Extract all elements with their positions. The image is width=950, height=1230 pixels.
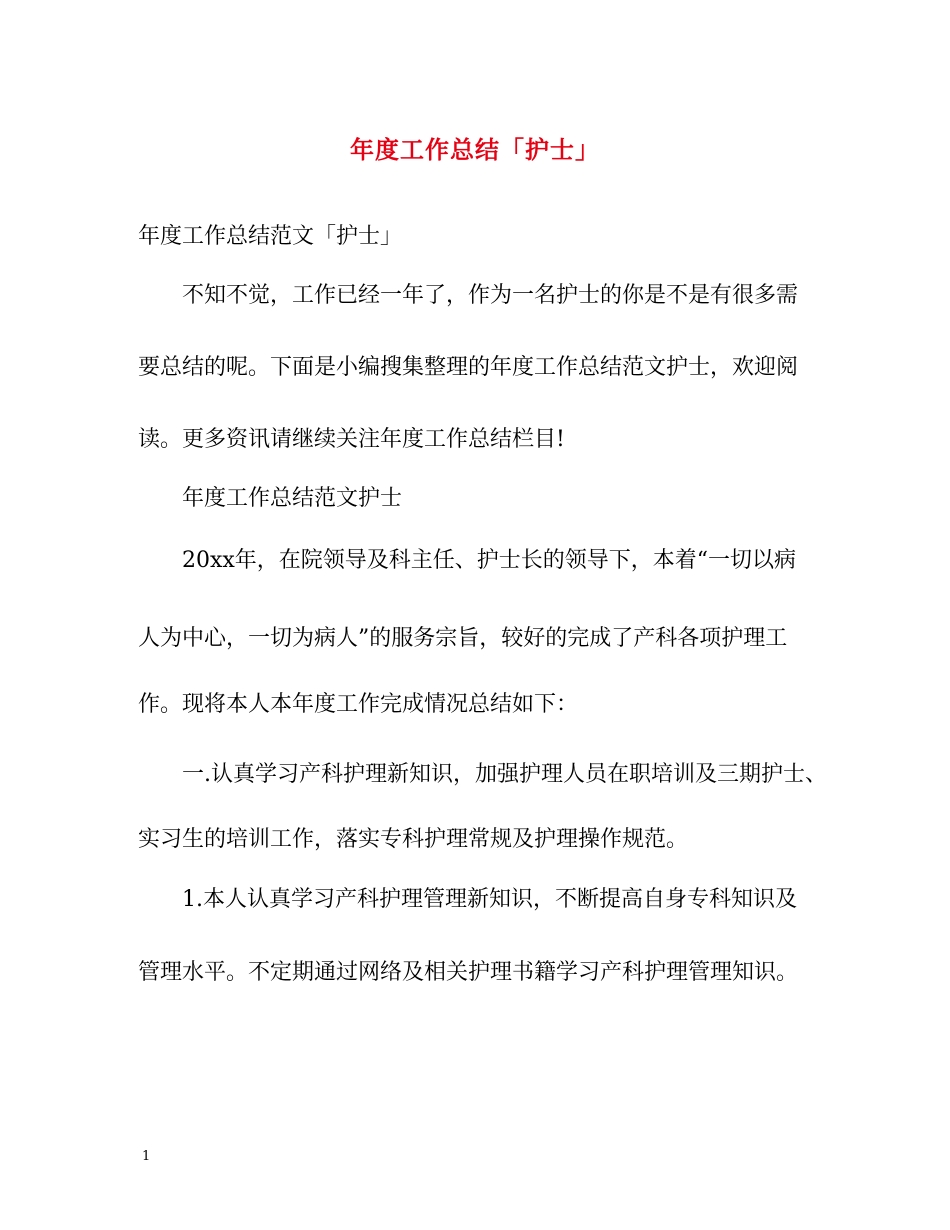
paragraph-line-5: 20xx年，在院领导及科主任、护士长的领导下，本着“一切以病 — [138, 548, 797, 573]
paragraph-line-10: 1.本人认真学习产科护理管理新知识，不断提高自身专科知识及 — [138, 887, 797, 912]
section-heading-line: 年度工作总结范文护士 — [138, 486, 403, 511]
paragraph-line-1: 不知不觉，工作已经一年了，作为一名护士的你是不是有很多需 — [138, 283, 799, 308]
document-title: 年度工作总结「护士」 — [350, 135, 600, 164]
paragraph-line-7: 作。现将本人本年度工作完成情况总结如下： — [138, 692, 579, 717]
paragraph-line-6: 人为中心，一切为病人”的服务宗旨，较好的完成了产科各项护理工 — [138, 626, 788, 651]
paragraph-line-8: 一.认真学习产科护理新知识，加强护理人员在职培训及三期护士、 — [138, 762, 827, 787]
paragraph-line-3: 读。更多资讯请继续关注年度工作总结栏目! — [138, 427, 565, 452]
paragraph-line-9: 实习生的培训工作，落实专科护理常规及护理操作规范。 — [138, 827, 689, 852]
page-number: 1 — [142, 1149, 151, 1164]
subtitle-line: 年度工作总结范文「护士」 — [138, 224, 403, 249]
paragraph-line-2: 要总结的呢。下面是小编搜集整理的年度工作总结范文护士，欢迎阅 — [138, 355, 799, 380]
paragraph-line-11: 管理水平。不定期通过网络及相关护理书籍学习产科护理管理知识。 — [138, 960, 799, 985]
